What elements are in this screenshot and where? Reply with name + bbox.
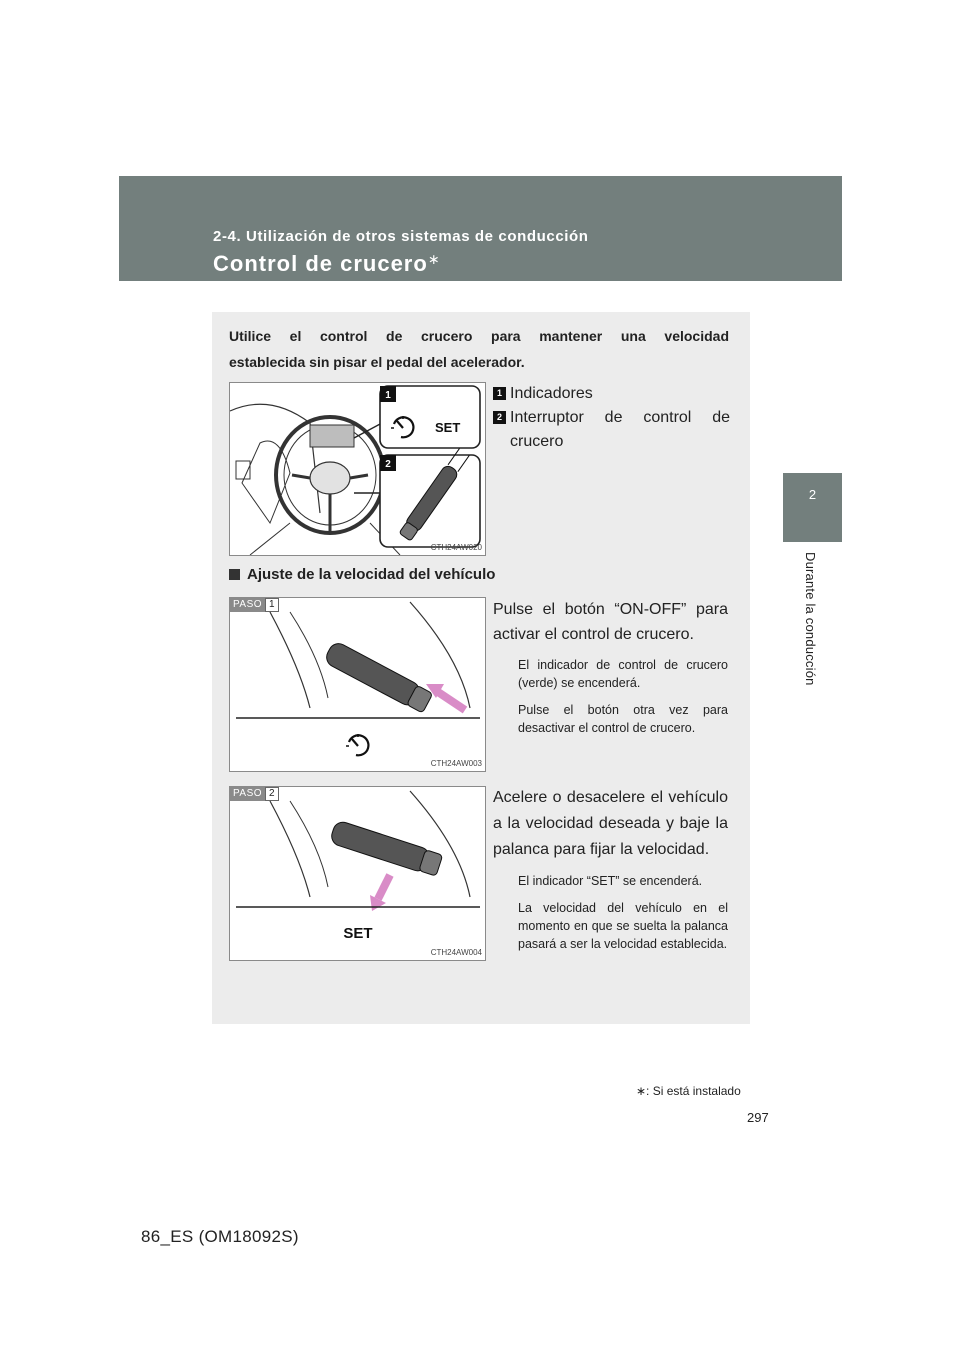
figure-legend	[493, 382, 730, 454]
figure-code: CTH24AW020	[430, 543, 482, 552]
page-number: 297	[747, 1110, 769, 1125]
footnote: ∗: Si está instalado	[636, 1084, 741, 1098]
cruise-lever-icon	[329, 820, 443, 877]
paso-badge: PASO 2	[230, 787, 279, 801]
figure-step-2	[229, 786, 486, 961]
step-1-text	[493, 597, 728, 737]
paso-badge: PASO 1	[230, 598, 279, 612]
figure-dashboard	[229, 382, 486, 556]
step-note: El indicador “SET” se encenderá.	[518, 874, 703, 888]
svg-text:1: 1	[385, 390, 391, 401]
section-label: 2-4. Utilización de otros sistemas de conducción	[213, 228, 589, 245]
figure-code: CTH24AW004	[430, 948, 482, 957]
bullet-square-icon	[229, 569, 240, 580]
step-note: La velocidad del vehículo en el momento en que se suelta la palanca pasará a ser la velocidad establecida.	[518, 901, 728, 951]
svg-text:SET: SET	[435, 420, 461, 435]
cruise-lever-icon	[323, 640, 433, 714]
legend-item: 1 Indicadores	[493, 382, 730, 406]
svg-text:2: 2	[385, 459, 391, 470]
speedometer-icon	[346, 734, 368, 755]
figure-code: CTH24AW003	[430, 759, 482, 768]
dashboard-illustration	[230, 383, 485, 555]
step-instruction: Pulse el botón “ON-OFF” para activar el control de crucero.	[493, 601, 728, 643]
subheading: Ajuste de la velocidad del vehículo	[229, 566, 495, 583]
svg-text:SET: SET	[343, 925, 373, 942]
legend-item: 2 Interruptor de control de crucero	[493, 406, 730, 454]
lever-down-illustration	[230, 787, 485, 960]
lever-press-illustration	[230, 598, 485, 771]
step-2-text	[493, 785, 728, 953]
chapter-tab: 2	[783, 473, 842, 542]
page-title: Control de crucero∗	[213, 251, 441, 276]
step-note: El indicador de control de crucero (verde) se encenderá.	[518, 658, 728, 690]
title-asterisk: ∗	[427, 251, 441, 267]
figure-step-1	[229, 597, 486, 772]
document-code: 86_ES (OM18092S)	[141, 1227, 299, 1246]
step-note: Pulse el botón otra vez para desactivar el control de crucero.	[518, 703, 728, 735]
chapter-caption: Durante la conducción	[803, 552, 818, 686]
step-instruction: Acelere o desacelere el vehículo a la velocidad deseada y baje la palanca para fijar la velocidad.	[493, 789, 728, 858]
intro-text: Utilice el control de crucero para mantener una velocidad establecida sin pisar el pedal del acelerador.	[229, 328, 729, 370]
